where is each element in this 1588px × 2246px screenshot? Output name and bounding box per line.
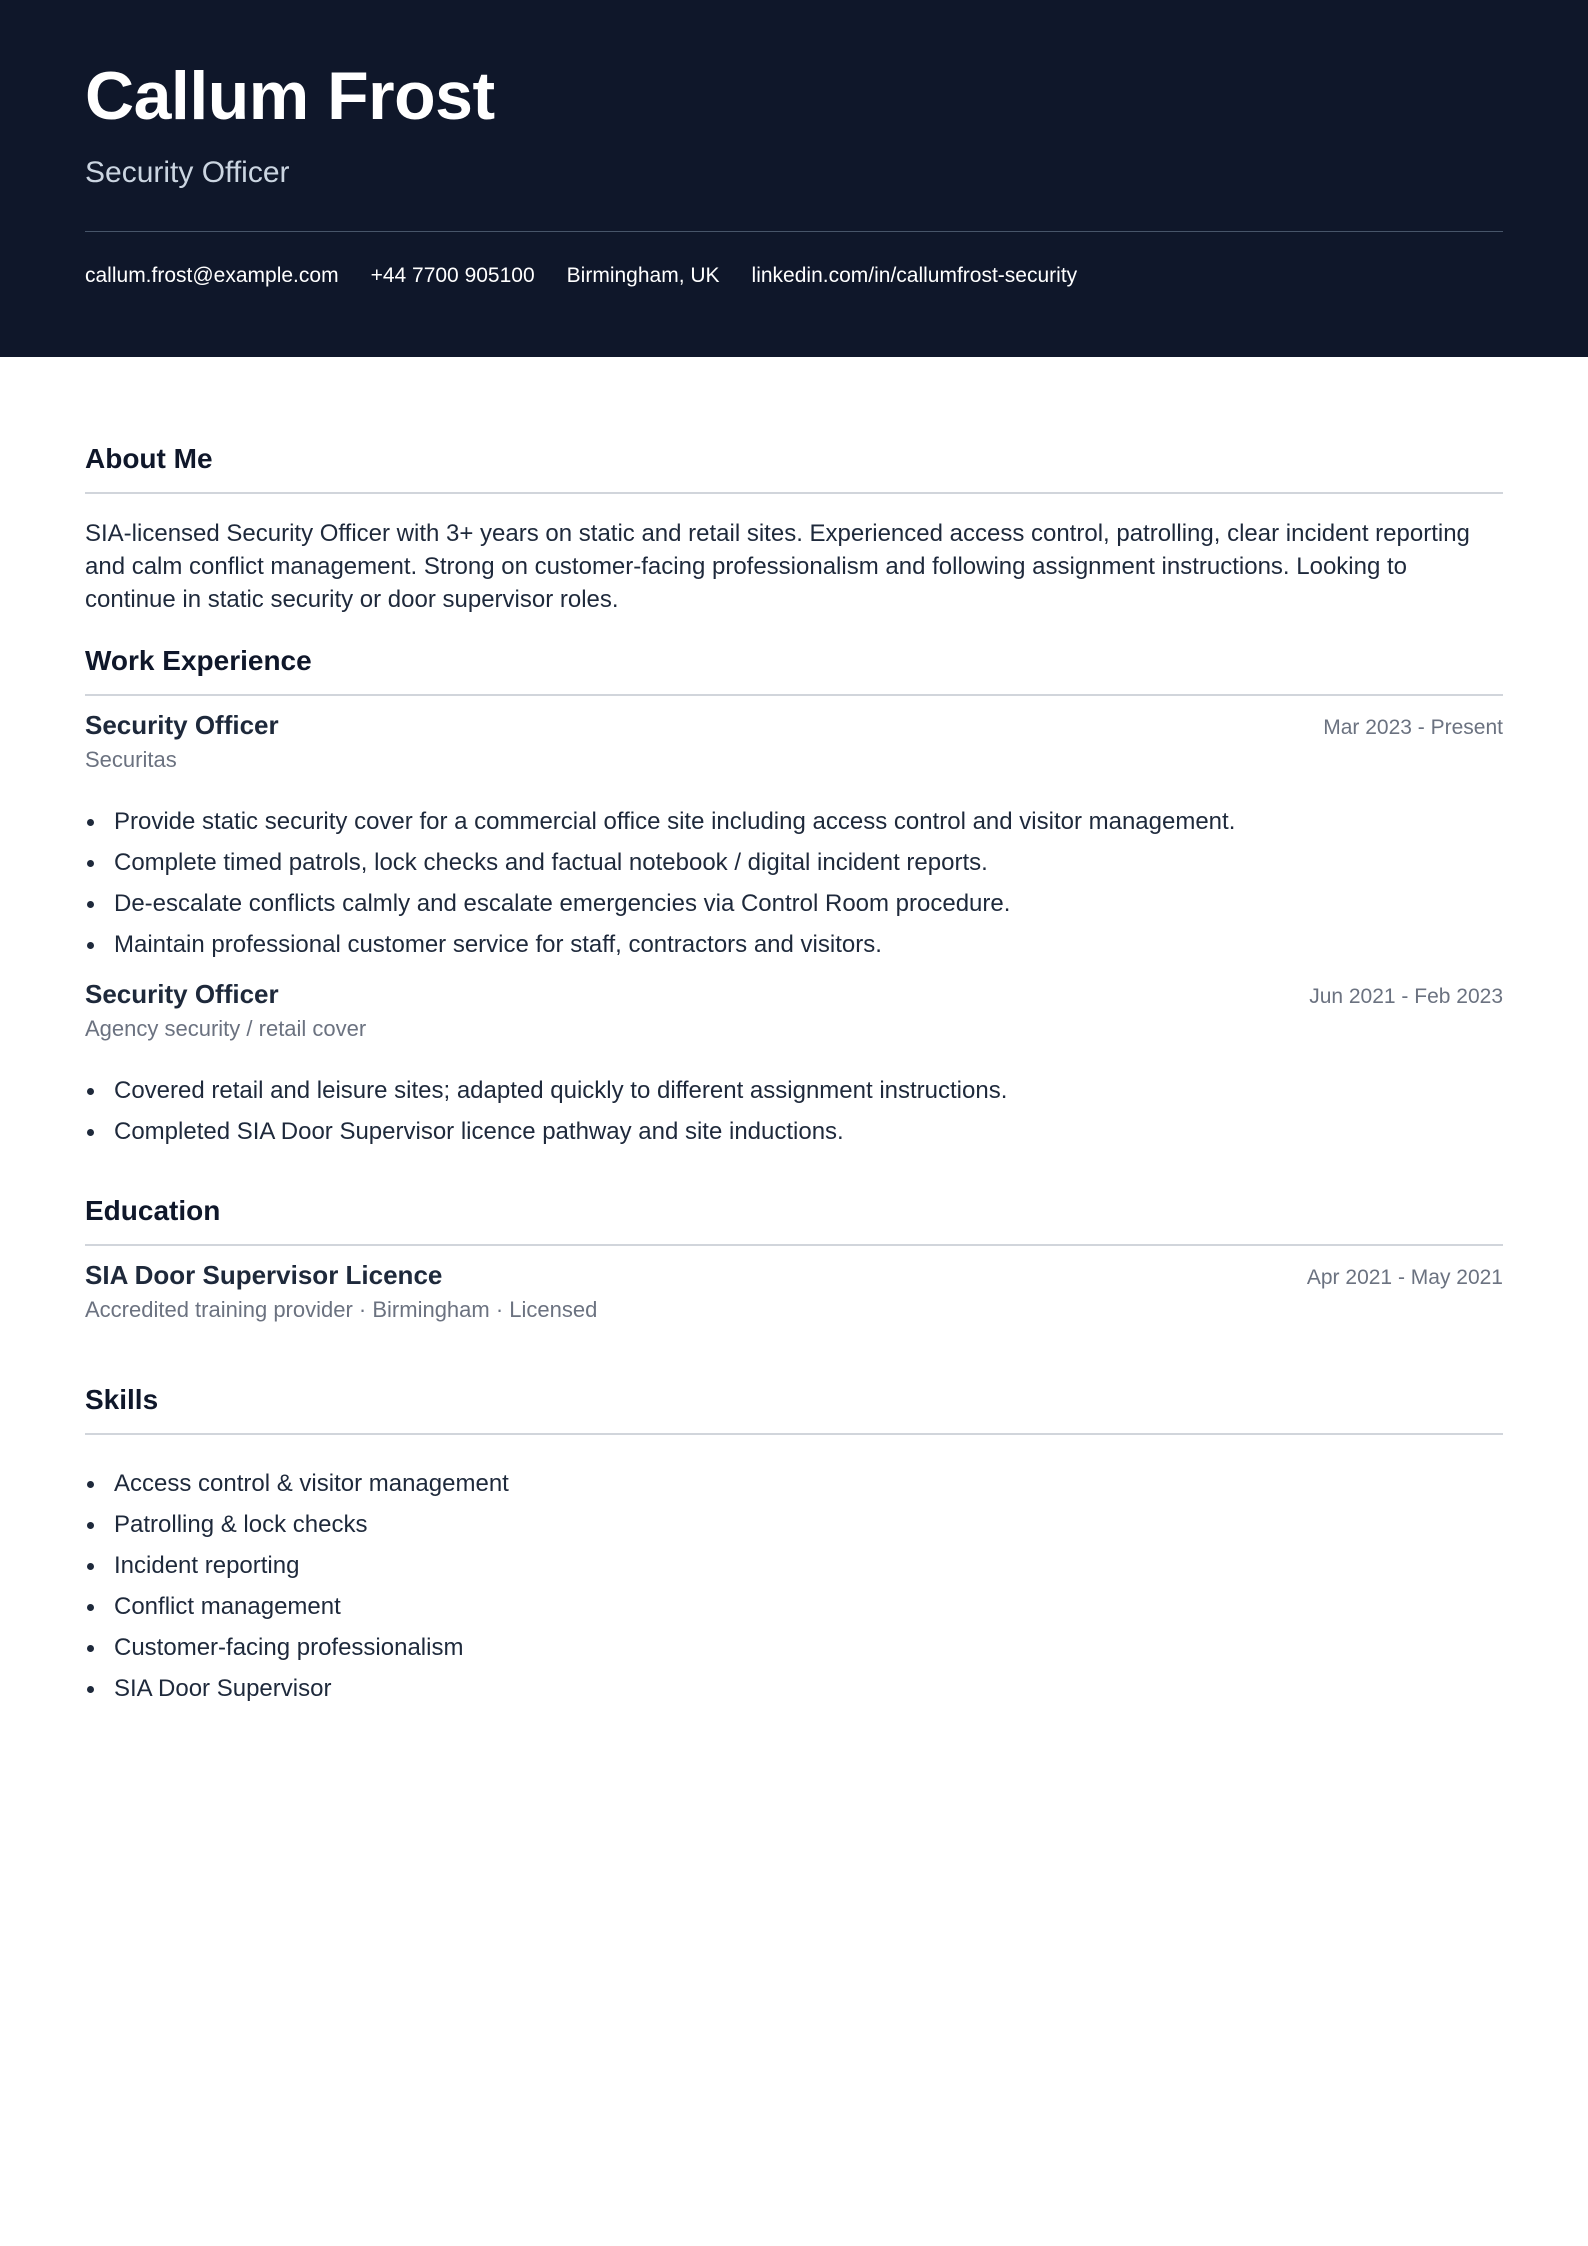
skills-list xyxy=(85,1463,1503,1709)
skill-item: SIA Door Supervisor xyxy=(114,1668,1503,1709)
about-title: About Me xyxy=(85,443,213,474)
contact-linkedin[interactable]: linkedin.com/in/callumfrost-security xyxy=(751,264,1078,287)
job-title: Security Officer xyxy=(85,979,279,1009)
candidate-name: Callum Frost xyxy=(85,58,495,134)
experience-section xyxy=(85,647,1503,696)
education-section xyxy=(85,1197,1503,1246)
contact-email[interactable]: callum.frost@example.com xyxy=(85,264,339,287)
job-bullets xyxy=(85,801,1503,965)
job-bullets xyxy=(85,1070,1503,1152)
job-company: Securitas xyxy=(85,747,177,772)
job-dates: Mar 2023 - Present xyxy=(1323,716,1503,739)
job-entry xyxy=(85,979,1503,1042)
job-bullet: Provide static security cover for a commercial office site including access control and visitor management. xyxy=(114,801,1503,842)
job-dates: Jun 2021 - Feb 2023 xyxy=(1309,985,1503,1008)
education-title: Education xyxy=(85,1195,221,1226)
skill-item: Conflict management xyxy=(114,1586,1503,1627)
education-title-text: SIA Door Supervisor Licence xyxy=(85,1260,443,1290)
about-section xyxy=(85,445,1503,494)
skill-item: Access control & visitor management xyxy=(114,1463,1503,1504)
experience-title: Work Experience xyxy=(85,645,312,676)
header-divider xyxy=(85,231,1503,232)
contact-info xyxy=(85,265,1077,286)
skills-title: Skills xyxy=(85,1384,159,1415)
education-details: Accredited training provider · Birmingham · Licensed xyxy=(85,1297,598,1322)
contact-location: Birmingham, UK xyxy=(566,264,720,287)
skills-section xyxy=(85,1386,1503,1435)
education-dates: Apr 2021 - May 2021 xyxy=(1306,1266,1503,1289)
education-entry xyxy=(85,1260,1503,1323)
job-entry xyxy=(85,710,1503,773)
skill-item: Customer-facing professionalism xyxy=(114,1627,1503,1668)
job-title: Security Officer xyxy=(85,710,279,740)
resume-header xyxy=(0,0,1588,357)
section-divider xyxy=(85,694,1503,696)
job-bullet: De-escalate conflicts calmly and escalate emergencies via Control Room procedure. xyxy=(114,883,1503,924)
job-company: Agency security / retail cover xyxy=(85,1016,367,1041)
section-divider xyxy=(85,1433,1503,1435)
job-bullet: Maintain professional customer service for staff, contractors and visitors. xyxy=(114,924,1503,965)
job-bullet: Complete timed patrols, lock checks and factual notebook / digital incident reports. xyxy=(114,842,1503,883)
about-text: SIA-licensed Security Officer with 3+ years on static and retail sites. Experienced access control, patrolling, clear incident reporting and calm conflict management. Strong on customer-facing professionalism and following assignment instructions. Looking to continue in static security or door supervisor roles. xyxy=(85,520,1470,613)
section-divider xyxy=(85,1244,1503,1246)
job-bullet: Covered retail and leisure sites; adapted quickly to different assignment instructions. xyxy=(114,1070,1503,1111)
section-divider xyxy=(85,492,1503,494)
job-bullet: Completed SIA Door Supervisor licence pathway and site inductions. xyxy=(114,1111,1503,1152)
skill-item: Patrolling & lock checks xyxy=(114,1504,1503,1545)
skill-item: Incident reporting xyxy=(114,1545,1503,1586)
contact-phone[interactable]: +44 7700 905100 xyxy=(370,264,535,287)
candidate-role: Security Officer xyxy=(85,156,290,189)
